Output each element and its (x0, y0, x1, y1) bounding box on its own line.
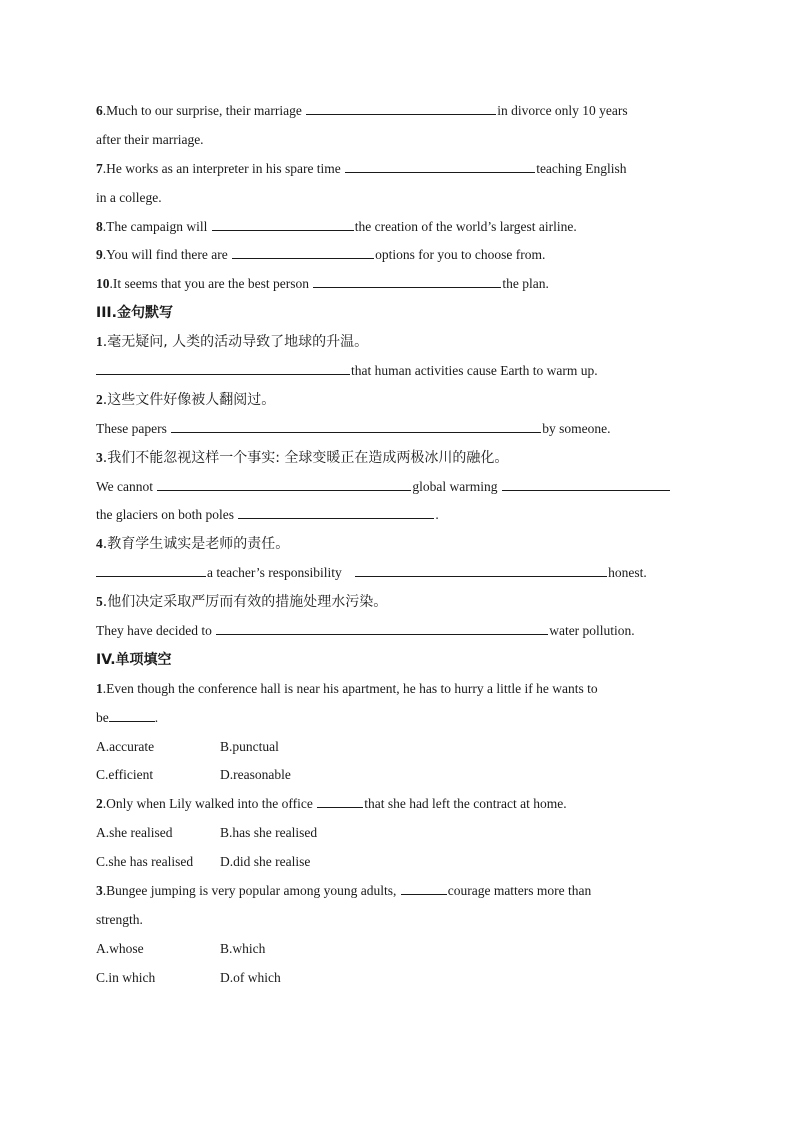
sentence-5-zh (96, 588, 706, 617)
fill-item-6-cont (96, 126, 706, 155)
item-number: 8 (96, 218, 103, 234)
sentence-4-zh (96, 530, 706, 559)
answer-blank[interactable] (238, 504, 434, 519)
sentence-3-zh (96, 444, 706, 473)
answer-blank[interactable] (313, 273, 501, 288)
option-b[interactable]: B.has she realised (220, 825, 318, 841)
answer-blank[interactable] (317, 793, 363, 808)
item-text: after their marriage. (96, 131, 204, 147)
item-text: .The campaign will (102, 218, 211, 234)
item-number: 1 (96, 680, 103, 696)
fill-item-6 (96, 97, 706, 126)
item-number: 2 (96, 796, 103, 812)
chinese-sentence: .我们不能忽视这样一个事实: 全球变暖正在造成两极冰川的融化。 (102, 449, 509, 466)
mc-options-1a (96, 733, 706, 762)
answer-blank[interactable] (171, 418, 541, 433)
item-text: .It seems that you are the best person (109, 276, 313, 292)
fill-item-10 (96, 270, 706, 299)
fill-item-7-cont (96, 184, 706, 213)
item-text: .He works as an interpreter in his spare time (102, 160, 345, 176)
english-text: honest. (608, 565, 647, 581)
answer-blank[interactable] (401, 880, 447, 895)
option-b[interactable]: B.which (220, 940, 266, 956)
item-number: 6 (96, 103, 103, 118)
english-text: global warming (412, 478, 501, 494)
mc-options-1b (96, 761, 706, 790)
chinese-sentence: .他们决定采取严厉而有效的措施处理水污染。 (102, 594, 388, 611)
mc-question-3 (96, 877, 706, 906)
mc-options-2b (96, 848, 706, 877)
answer-blank[interactable] (96, 360, 350, 375)
sentence-2-zh (96, 386, 706, 415)
sentence-3-en-2 (96, 501, 706, 530)
chinese-sentence: .教育学生诚实是老师的责任。 (102, 536, 290, 553)
english-text: the glaciers on both poles (96, 507, 238, 523)
answer-blank[interactable] (157, 476, 411, 491)
mc-question-3-cont (96, 906, 706, 935)
item-number: 5 (96, 594, 103, 610)
question-text: .Only when Lily walked into the office (102, 796, 317, 812)
question-text: .Even though the conference hall is near his apartment, he has to hurry a little if he wants to (102, 680, 598, 696)
question-text: that she had left the contract at home. (364, 796, 567, 812)
answer-blank[interactable] (345, 158, 535, 173)
option-d[interactable]: D.reasonable (220, 767, 291, 783)
item-number: 9 (96, 247, 103, 263)
sentence-1-en (96, 357, 706, 386)
answer-blank[interactable] (212, 216, 354, 231)
fill-item-7 (96, 155, 706, 184)
option-a[interactable]: A.she realised (96, 825, 173, 841)
section-title: IV.单项填空 (96, 651, 172, 668)
answer-blank[interactable] (96, 562, 206, 577)
item-number: 3 (96, 883, 103, 899)
mc-question-2 (96, 790, 706, 819)
item-text: teaching English (536, 160, 627, 176)
section-heading-3 (96, 299, 706, 328)
item-text: options for you to choose from. (375, 247, 546, 263)
question-text: . (154, 709, 159, 725)
mc-question-1-cont (96, 704, 706, 733)
question-text: be (96, 709, 109, 725)
chinese-sentence: .毫无疑问, 人类的活动导致了地球的升温。 (102, 334, 369, 351)
sentence-4-en (96, 559, 706, 588)
item-number: 1 (96, 334, 103, 350)
sentence-3-en-1 (96, 473, 706, 502)
answer-blank[interactable] (216, 620, 548, 635)
english-text: We cannot (96, 478, 157, 494)
worksheet-page (96, 97, 706, 993)
option-d[interactable]: D.of which (220, 969, 281, 985)
mc-question-1 (96, 675, 706, 704)
question-text: courage matters more than (447, 883, 592, 899)
answer-blank[interactable] (502, 476, 670, 491)
mc-options-3b (96, 964, 706, 993)
fill-item-9 (96, 241, 706, 270)
option-b[interactable]: B.punctual (220, 738, 279, 754)
item-number: 3 (96, 449, 103, 465)
question-text: .Bungee jumping is very popular among young adults, (102, 883, 400, 899)
chinese-sentence: .这些文件好像被人翻阅过。 (102, 391, 276, 408)
answer-blank[interactable] (306, 100, 496, 115)
english-text: a teacher’s responsibility (207, 565, 346, 581)
english-text: They have decided to (96, 623, 216, 639)
item-number: 7 (96, 160, 103, 176)
english-text: water pollution. (549, 623, 635, 639)
option-c[interactable]: C.she has realised (96, 854, 194, 870)
sentence-1-zh (96, 328, 706, 357)
answer-blank[interactable] (355, 562, 607, 577)
sentence-2-en (96, 415, 706, 444)
item-text: in a college. (96, 189, 162, 205)
section-heading-4 (96, 646, 706, 675)
section-title: III.金句默写 (96, 305, 173, 322)
item-number: 4 (96, 536, 103, 552)
english-text: These papers (96, 420, 171, 436)
item-text: the creation of the world’s largest airline. (354, 218, 577, 234)
item-text: .You will find there are (102, 247, 232, 263)
question-text: strength. (96, 911, 143, 927)
answer-blank[interactable] (109, 707, 155, 722)
mc-options-3a (96, 935, 706, 964)
option-d[interactable]: D.did she realise (220, 854, 311, 870)
option-c[interactable]: C.in which (96, 969, 156, 985)
english-text: . (435, 507, 439, 523)
fill-item-8 (96, 213, 706, 242)
option-a[interactable]: A.whose (96, 940, 144, 956)
english-text: by someone. (542, 420, 611, 436)
mc-options-2a (96, 819, 706, 848)
item-number: 2 (96, 391, 103, 407)
item-number: 10 (96, 276, 110, 292)
item-text: .Much to our surprise, their marriage (102, 103, 306, 118)
option-a[interactable]: A.accurate (96, 738, 155, 754)
sentence-5-en (96, 617, 706, 646)
item-text: the plan. (502, 276, 549, 292)
english-text: that human activities cause Earth to warm up. (351, 363, 598, 379)
option-c[interactable]: C.efficient (96, 767, 154, 783)
item-text: in divorce only 10 years (497, 103, 628, 118)
answer-blank[interactable] (232, 244, 374, 259)
